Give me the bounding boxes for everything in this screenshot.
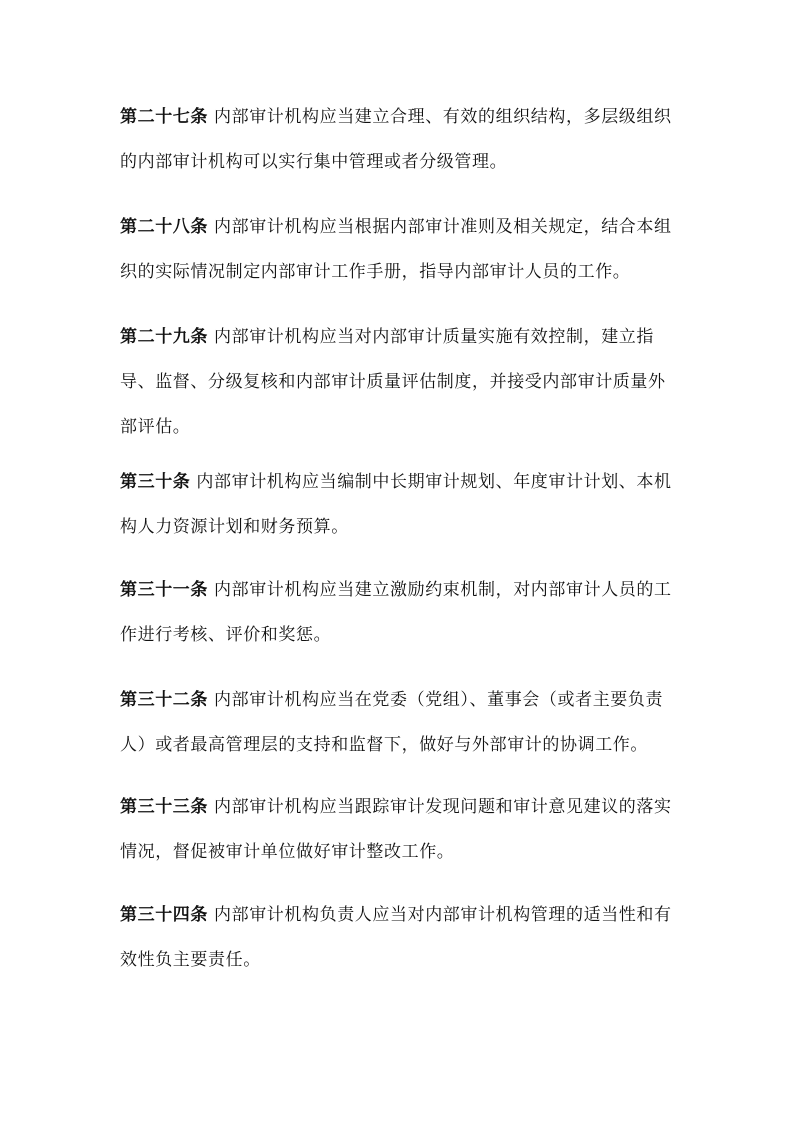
- article-title: 第二十八条: [120, 217, 208, 237]
- article-30: [120, 460, 680, 550]
- article-text: 内部审计机构负责人应当对内部审计机构管理的适当性和有效性负主要责任。: [120, 905, 672, 970]
- article-31: [120, 568, 680, 658]
- article-title: 第三十条: [120, 472, 191, 492]
- article-title: 第三十三条: [120, 797, 208, 817]
- article-text: 内部审计机构应当根据内部审计准则及相关规定，结合本组织的实际情况制定内部审计工作手册，指导内部审计人员的工作。: [120, 217, 672, 282]
- article-title: 第二十七条: [120, 107, 208, 127]
- article-title: 第三十四条: [120, 905, 208, 925]
- article-text: 内部审计机构应当编制中长期审计规划、年度审计计划、本机构人力资源计划和财务预算。: [120, 472, 672, 537]
- article-28: [120, 205, 680, 295]
- article-27: [120, 95, 680, 185]
- article-34: [120, 893, 680, 983]
- article-text: 内部审计机构应当对内部审计质量实施有效控制，建立指导、监督、分级复核和内部审计质量评估制度，并接受内部审计质量外部评估。: [120, 327, 666, 437]
- article-29: [120, 315, 680, 450]
- article-text: 内部审计机构应当建立合理、有效的组织结构，多层级组织的内部审计机构可以实行集中管理或者分级管理。: [120, 107, 672, 172]
- article-text: 内部审计机构应当在党委（党组）、董事会（或者主要负责人）或者最高管理层的支持和监督下，做好与外部审计的协调工作。: [120, 690, 664, 755]
- article-title: 第三十二条: [120, 690, 208, 710]
- article-title: 第三十一条: [120, 580, 208, 600]
- article-text: 内部审计机构应当跟踪审计发现问题和审计意见建议的落实情况，督促被审计单位做好审计整改工作。: [120, 797, 672, 862]
- article-text: 内部审计机构应当建立激励约束机制，对内部审计人员的工作进行考核、评价和奖惩。: [120, 580, 672, 645]
- article-32: [120, 678, 680, 768]
- article-title: 第二十九条: [120, 327, 208, 347]
- article-33: [120, 785, 680, 875]
